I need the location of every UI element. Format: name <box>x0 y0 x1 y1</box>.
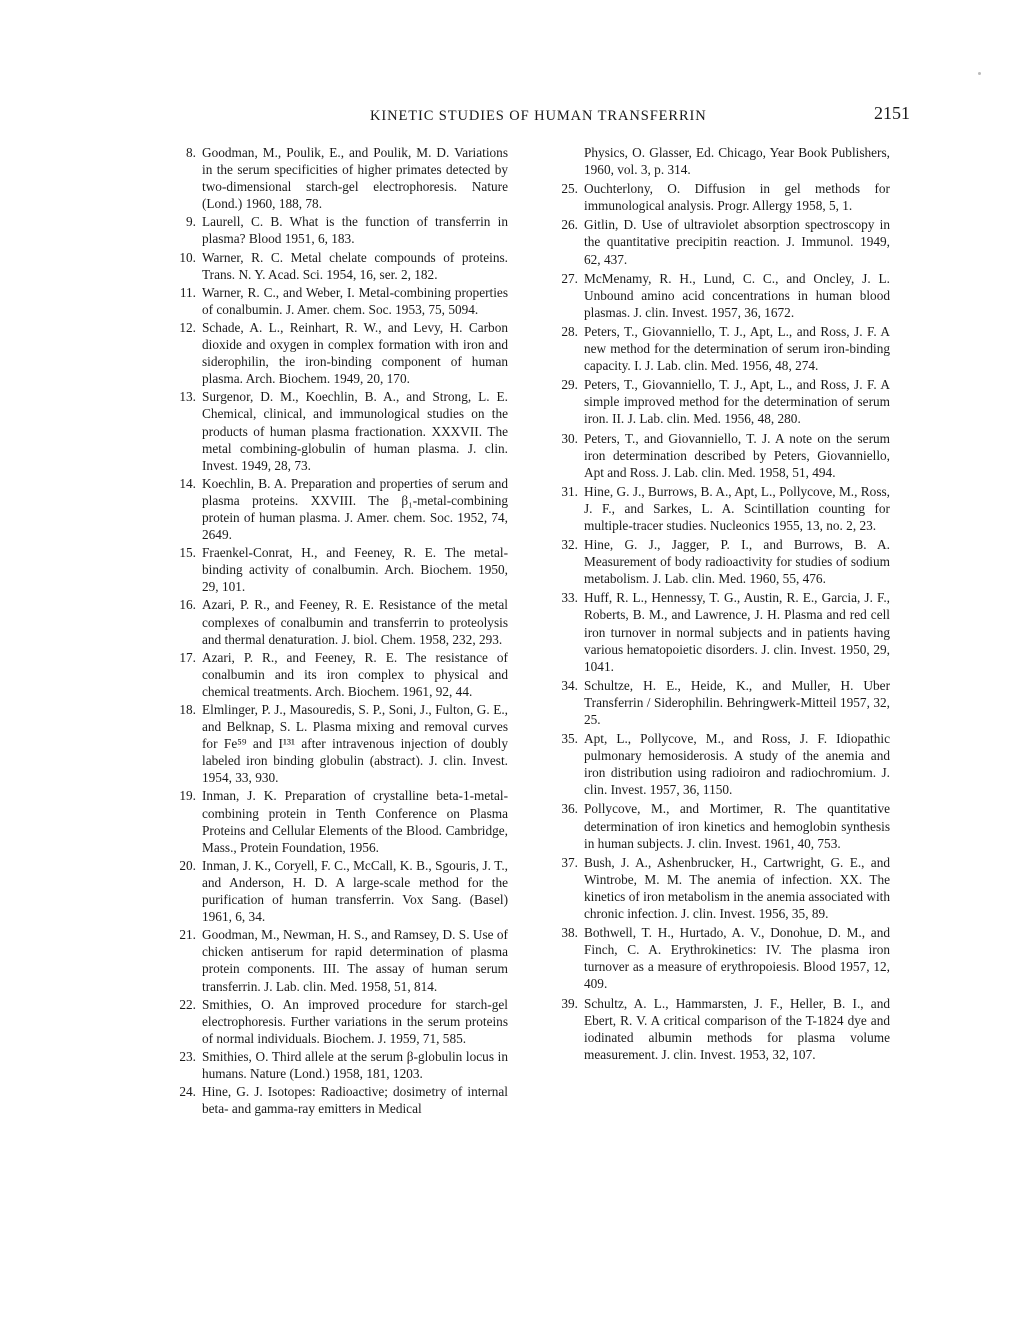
reference-number: 16. <box>179 597 196 613</box>
reference-number: 17. <box>179 649 196 665</box>
reference-text: Gitlin, D. Use of ultraviolet absorption spectroscopy in the quantitative precipitin reaction. J. Immunol. 1949, 62, 437. <box>584 217 890 267</box>
reference-number: 36. <box>561 801 578 817</box>
reference-number: 39. <box>561 995 578 1011</box>
running-title: KINETIC STUDIES OF HUMAN TRANSFERRIN <box>370 108 707 124</box>
reference-text: Peters, T., Giovanniello, T. J., Apt, L., and Ross, J. F. A new method for the determination of serum iron-binding capacity. I. J. Lab. clin. Med. 1956, 48, 274. <box>584 323 890 374</box>
reference-entry <box>548 730 890 798</box>
reference-text: Smithies, O. Third allele at the serum β-globulin locus in humans. Nature (Lond.) 1958, 181, 1203. <box>202 1048 508 1081</box>
reference-number: 26. <box>561 217 578 233</box>
page-header <box>168 103 910 132</box>
reference-entry <box>548 995 890 1063</box>
reference-number: 14. <box>179 475 196 491</box>
reference-text: Fraenkel-Conrat, H., and Feeney, R. E. The metal-binding activity of conalbumin. Arch. Biochem. 1950, 29, 101. <box>202 545 508 595</box>
reference-text: Physics, O. Glasser, Ed. Chicago, Year Book Publishers, 1960, vol. 3, p. 314. <box>584 145 890 178</box>
scan-speck <box>978 72 981 75</box>
reference-entry <box>166 596 508 647</box>
reference-text: Azari, P. R., and Feeney, R. E. Resistance of the metal complexes of conalbumin and transferrin to proteolysis and thermal denaturation. J. biol. Chem. 1958, 232, 293. <box>202 597 508 647</box>
reference-text: Azari, P. R., and Feeney, R. E. The resistance of conalbumin and its iron complex to physical and chemical treatments. Arch. Biochem. 1961, 92, 44. <box>202 649 508 699</box>
reference-entry <box>548 677 890 728</box>
reference-number: 34. <box>561 677 578 693</box>
reference-text: Inman, J. K. Preparation of crystalline beta-1-metal-combining protein in Tenth Conference on Plasma Proteins and Cellular Elements of the Blood. Cambridge, Mass., Protein Foundation, 1956. <box>202 788 508 855</box>
reference-entry <box>166 787 508 855</box>
reference-number: 23. <box>179 1048 196 1064</box>
reference-number: 10. <box>179 249 196 265</box>
reference-entry <box>548 854 890 922</box>
reference-text: Hine, G. J., Jagger, P. I., and Burrows, B. A. Measurement of body radioactivity for studies of sodium metabolism. J. Lab. clin. Med. 1960, 55, 476. <box>584 537 890 587</box>
reference-number: 31. <box>561 483 578 499</box>
reference-text: Inman, J. K., Coryell, F. C., McCall, K. B., Sgouris, J. T., and Anderson, H. D. A large-scale method for the purification of human transferrin. Vox Sang. (Basel) 1961, 6, 34. <box>202 857 508 925</box>
page-number: 2151 <box>874 103 910 123</box>
reference-number: 37. <box>561 854 578 870</box>
reference-number: 8. <box>186 145 196 160</box>
reference-text: Goodman, M., Poulik, E., and Poulik, M. D. Variations in the serum specificities of higher primates detected by two-dimensional starch-gel electrophoresis. Nature (Lond.) 1960, 188, 78. <box>202 145 508 212</box>
reference-entry <box>166 1083 508 1117</box>
reference-entry <box>166 701 508 786</box>
reference-entry <box>166 475 508 543</box>
reference-number: 30. <box>561 430 578 446</box>
reference-number: 25. <box>561 181 578 197</box>
reference-text: Warner, R. C., and Weber, I. Metal-combining properties of conalbumin. J. Amer. chem. Soc. 1953, 75, 5094. <box>202 284 508 317</box>
reference-entry <box>548 800 890 851</box>
reference-entry <box>166 544 508 595</box>
reference-number: 28. <box>561 323 578 339</box>
reference-entry <box>548 270 890 321</box>
reference-entry <box>166 249 508 283</box>
reference-number: 33. <box>561 590 578 606</box>
reference-entry <box>166 857 508 925</box>
reference-number: 19. <box>179 788 196 804</box>
reference-entry <box>548 483 890 534</box>
reference-text: Goodman, M., Newman, H. S., and Ramsey, D. S. Use of chicken antiserum for rapid determination of plasma protein components. III. The assay of human serum transferrin. J. Lab. clin. Med. 1958, 51, 814. <box>202 927 508 994</box>
reference-text: Schultze, H. E., Heide, K., and Muller, H. Uber Transferrin / Siderophilin. Behringwerk-Mitteil 1957, 32, 25. <box>584 677 890 727</box>
reference-text: Pollycove, M., and Mortimer, R. The quantitative determination of iron kinetics and hemoglobin synthesis in human subjects. J. clin. Invest. 1961, 40, 753. <box>584 801 890 851</box>
reference-entry <box>548 144 890 178</box>
references-left-column <box>166 144 508 1118</box>
reference-text: Elmlinger, P. J., Masouredis, S. P., Soni, J., Fulton, G. E., and Belknap, S. L. Plasma mixing and removal curves for Fe⁵⁹ and I¹³¹ after intravenous injection of doubly labeled iron binding globulin (abstract). J. clin. Invest. 1954, 33, 930. <box>202 702 508 786</box>
reference-entry <box>166 1048 508 1082</box>
reference-entry <box>166 388 508 473</box>
reference-text: Peters, T., and Giovanniello, T. J. A note on the serum iron determination described by Peters, Giovanniello, Apt and Ross. J. Lab. clin. Med. 1958, 51, 494. <box>584 430 890 480</box>
reference-number: 35. <box>561 731 578 747</box>
reference-text: Ouchterlony, O. Diffusion in gel methods for immunological analysis. Progr. Allergy 1958, 5, 1. <box>584 181 890 214</box>
reference-number: 12. <box>179 319 196 335</box>
reference-text: Hine, G. J. Isotopes: Radioactive; dosimetry of internal beta- and gamma-ray emitters in Medical <box>202 1084 508 1117</box>
reference-text: Surgenor, D. M., Koechlin, B. A., and Strong, L. E. Chemical, clinical, and immunological studies on the products of human plasma fractionation. XXXVII. The metal combining-globulin of human plasma. J. clin. Invest. 1949, 28, 73. <box>202 389 508 473</box>
reference-text: Schultz, A. L., Hammarsten, J. F., Heller, B. I., and Ebert, R. V. A critical comparison of the T-1824 dye and iodinated albumin methods for plasma volume measurement. J. clin. Invest. 1953, 32, 107. <box>584 995 890 1062</box>
reference-number: 9. <box>186 214 196 230</box>
reference-entry <box>548 180 890 214</box>
reference-number: 20. <box>179 857 196 873</box>
reference-entry <box>548 589 890 674</box>
references-right-column <box>548 144 890 1065</box>
reference-text: Warner, R. C. Metal chelate compounds of proteins. Trans. N. Y. Acad. Sci. 1954, 16, ser. 2, 182. <box>202 249 508 282</box>
reference-entry <box>548 536 890 587</box>
reference-text: McMenamy, R. H., Lund, C. C., and Oncley, J. L. Unbound amino acid concentrations in human blood plasmas. J. clin. Invest. 1957, 36, 1672. <box>584 270 890 320</box>
reference-text: Peters, T., Giovanniello, T. J., Apt, L., and Ross, J. F. A simple improved method for the determination of serum iron. II. J. Lab. clin. Med. 1956, 48, 280. <box>584 377 890 427</box>
reference-text: Bush, J. A., Ashenbrucker, H., Cartwright, G. E., and Wintrobe, M. M. The anemia of infection. XX. The kinetics of iron metabolism in the anemia associated with chronic infection. J. clin. Invest. 1956, 35, 89. <box>584 854 890 922</box>
reference-entry <box>548 216 890 267</box>
reference-number: 15. <box>179 545 196 561</box>
reference-entry <box>548 430 890 481</box>
reference-entry <box>548 323 890 374</box>
reference-number: 29. <box>561 377 578 393</box>
reference-entry <box>166 996 508 1047</box>
reference-entry <box>166 649 508 700</box>
reference-entry <box>548 924 890 992</box>
reference-text: Smithies, O. An improved procedure for starch-gel electrophoresis. Further variations in the serum proteins of normal individuals. Biochem. J. 1959, 71, 585. <box>202 996 508 1046</box>
reference-entry <box>166 926 508 994</box>
reference-text: Huff, R. L., Hennessy, T. G., Austin, R. E., Garcia, J. F., Roberts, B. M., and Lawrence, J. H. Plasma and red cell iron turnover in normal subjects and in patients having various hematopoietic disorders. J. clin. Invest. 1950, 29, 1041. <box>584 590 890 674</box>
reference-text: Koechlin, B. A. Preparation and properties of serum and plasma proteins. XXVIII. The β₁-metal-combining protein of human plasma. J. Amer. chem. Soc. 1952, 74, 2649. <box>202 475 508 543</box>
reference-text: Hine, G. J., Burrows, B. A., Apt, L., Pollycove, M., Ross, J. F., and Sarkes, L. A. Scintillation counting for multiple-tracer studies. Nucleonics 1955, 13, no. 2, 23. <box>584 483 890 533</box>
reference-number: 24. <box>179 1084 196 1100</box>
reference-number: 22. <box>179 996 196 1012</box>
reference-entry <box>166 284 508 318</box>
reference-number: 18. <box>179 702 196 717</box>
reference-number: 27. <box>561 270 578 286</box>
reference-text: Laurell, C. B. What is the function of transferrin in plasma? Blood 1951, 6, 183. <box>202 214 508 247</box>
reference-entry <box>166 213 508 247</box>
reference-number: 32. <box>561 537 578 553</box>
reference-entry <box>166 144 508 212</box>
reference-text: Bothwell, T. H., Hurtado, A. V., Donohue, D. M., and Finch, C. A. Erythrokinetics: IV. The plasma iron turnover as a measure of erythropoiesis. Blood 1957, 12, 409. <box>584 925 890 992</box>
reference-number: 38. <box>561 925 578 941</box>
reference-entry <box>548 376 890 427</box>
reference-number: 13. <box>179 389 196 405</box>
reference-entry <box>166 319 508 387</box>
reference-text: Apt, L., Pollycove, M., and Ross, J. F. Idiopathic pulmonary hemosiderosis. A study of the anemia and iron distribution using radioiron and radiochromium. J. clin. Invest. 1957, 36, 1150. <box>584 731 890 798</box>
reference-text: Schade, A. L., Reinhart, R. W., and Levy, H. Carbon dioxide and oxygen in complex formation with iron and siderophilin, the iron-binding component of human plasma. Arch. Biochem. 1949, 20, 170. <box>202 319 508 387</box>
reference-number: 21. <box>179 927 196 943</box>
reference-number: 11. <box>179 284 196 300</box>
